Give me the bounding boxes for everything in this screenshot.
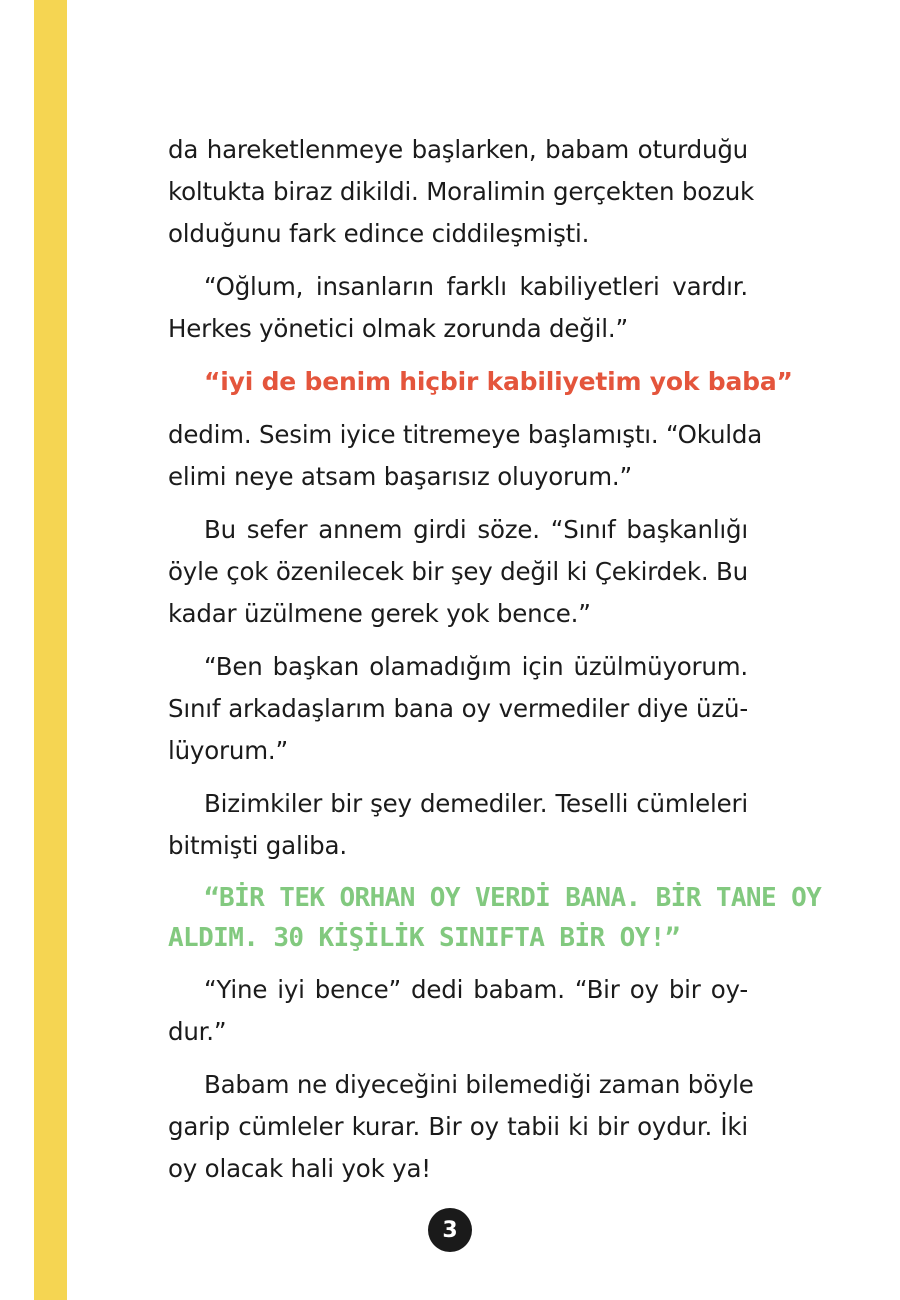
paragraph-9 <box>168 969 748 1053</box>
text-line: koltukta biraz dikildi. Moralimin gerçekten bozuk <box>168 177 755 206</box>
paragraph-1 <box>168 129 755 255</box>
paragraph-6 <box>168 646 748 772</box>
text-line: “Oğlum, insanların farklı kabiliyetleri vardır. <box>204 272 748 301</box>
text-line: oy olacak hali yok ya! <box>168 1154 431 1183</box>
text-line: dedim. Sesim iyice titremeye başlamıştı. “Okulda <box>168 420 763 449</box>
text-line: Sınıf arkadaşlarım bana oy vermediler diye üzü- <box>168 694 748 723</box>
paragraph-2 <box>168 266 748 350</box>
text-line: da hareketlenmeye başlarken, babam oturduğu <box>168 135 748 164</box>
text-line: Babam ne diyeceğini bilemediği zaman böyle <box>204 1070 754 1099</box>
text-line: Bizimkiler bir şey demediler. Teselli cümleleri <box>204 789 748 818</box>
text-line: Herkes yönetici olmak zorunda değil.” <box>168 314 628 343</box>
text-line: kadar üzülmene gerek yok bence.” <box>168 599 591 628</box>
text-line: olduğunu fark edince ciddileşmişti. <box>168 219 590 248</box>
text-line: ALDIM. 30 KİŞİLİK SINIFTA BİR OY!” <box>168 923 680 953</box>
text-line: lüyorum.” <box>168 736 288 765</box>
text-line: “Ben başkan olamadığım için üzülmüyorum. <box>204 652 748 681</box>
paragraph-7 <box>168 783 748 867</box>
page-number-badge: 3 <box>428 1208 472 1252</box>
paragraph-5 <box>168 509 748 635</box>
text-line: öyle çok özenilecek bir şey değil ki Çekirdek. Bu <box>168 557 748 586</box>
handwritten-quote-red <box>168 361 793 403</box>
text-line: garip cümleler kurar. Bir oy tabii ki bir oydur. İki <box>168 1112 748 1141</box>
text-line: “iyi de benim hiçbir kabiliyetim yok baba” <box>204 367 793 396</box>
text-line: bitmişti galiba. <box>168 831 347 860</box>
text-line: dur.” <box>168 1017 227 1046</box>
paragraph-4 <box>168 414 763 498</box>
handwritten-quote-green <box>168 878 822 958</box>
text-line: “Yine iyi bence” dedi babam. “Bir oy bir oy- <box>204 975 748 1004</box>
book-page-text <box>168 129 822 1201</box>
page-edge-strip <box>34 0 67 1300</box>
paragraph-10 <box>168 1064 754 1190</box>
text-line: Bu sefer annem girdi söze. “Sınıf başkanlığı <box>204 515 748 544</box>
text-line: elimi neye atsam başarısız oluyorum.” <box>168 462 632 491</box>
text-line: “BİR TEK ORHAN OY VERDİ BANA. BİR TANE OY <box>204 883 822 913</box>
